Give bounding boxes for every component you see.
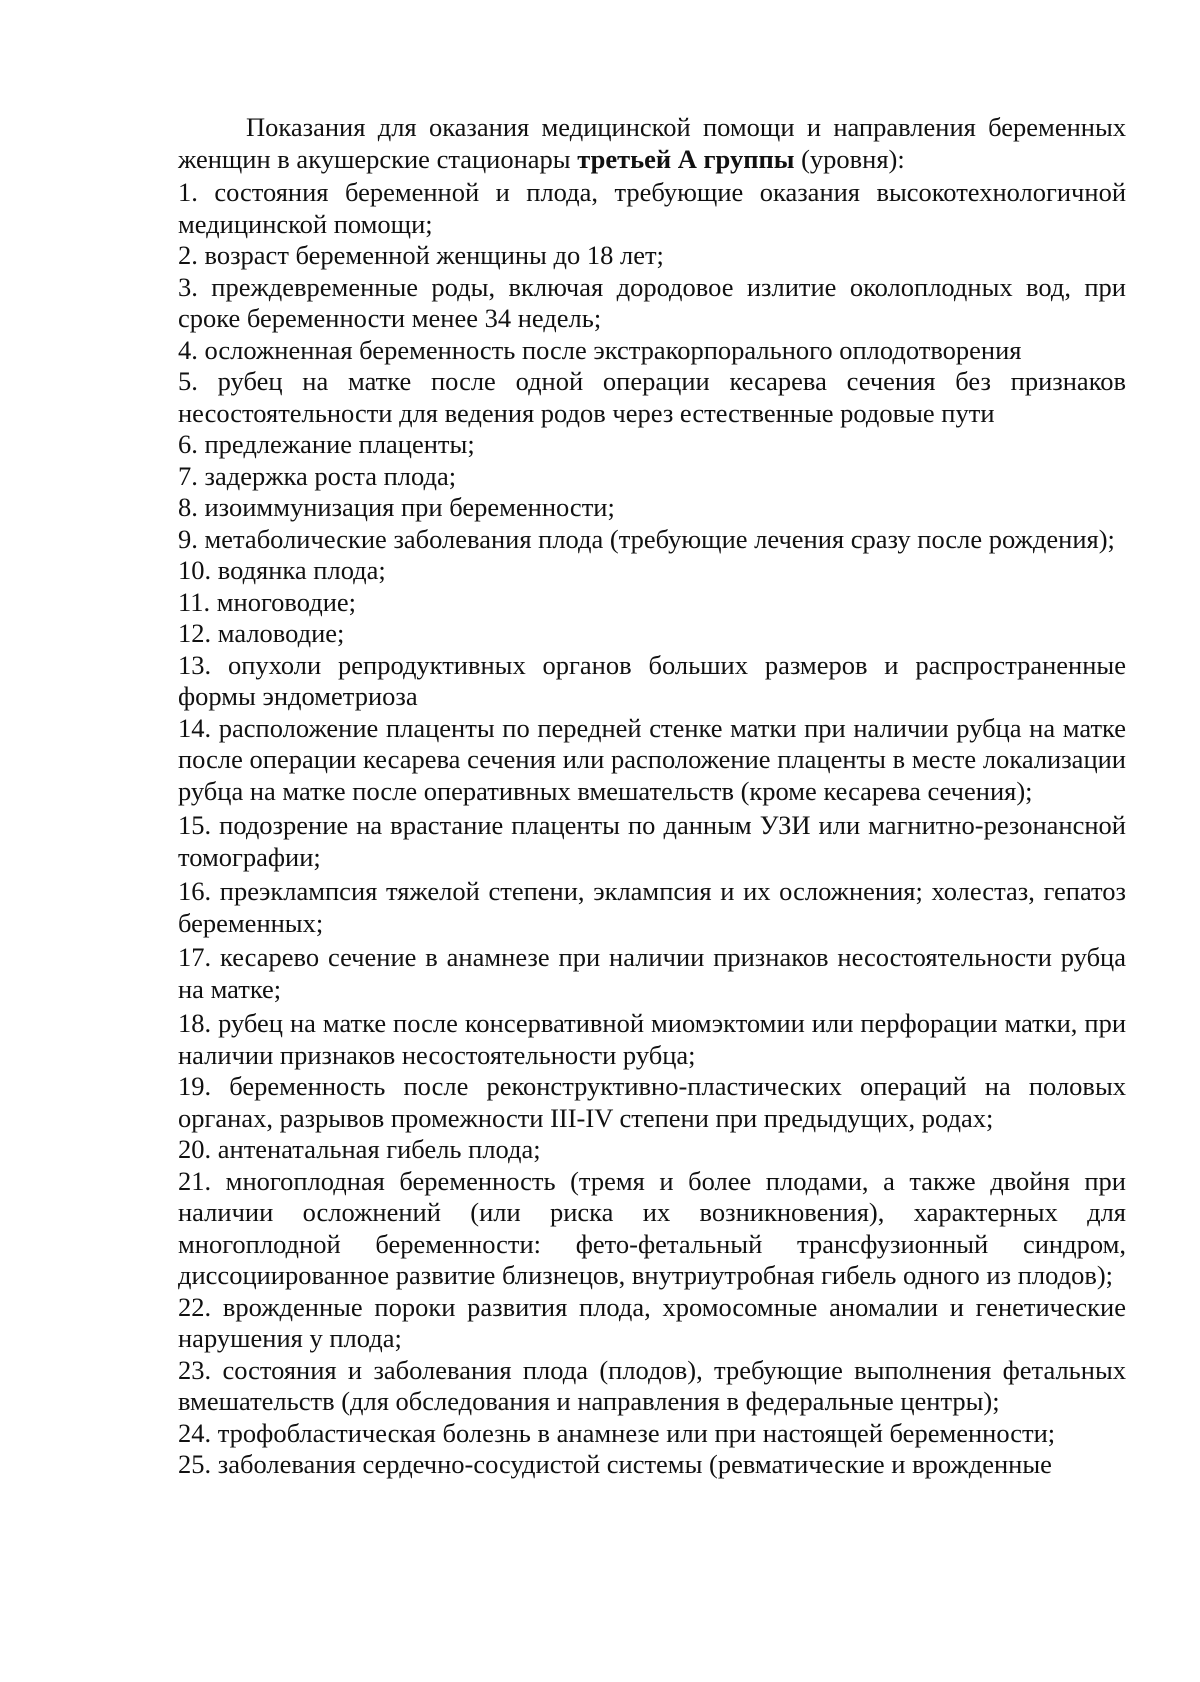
list-item: 25. заболевания сердечно-сосудистой системы (ревматические и врожденные — [178, 1449, 1052, 1479]
list-item: 6. предлежание плаценты; — [178, 429, 475, 459]
intro-text: Показания для оказания медицинской помощи и направления беременных женщин в акушерские стационары — [178, 112, 1126, 174]
list-item: 3. преждевременные роды, включая дородовое излитие околоплодных вод, при сроке беременности менее 34 недель; — [178, 271, 1126, 333]
list-item: 18. рубец на матке после консервативной миомэктомии или перфорации матки, при наличии признаков несостоятельности рубца; — [178, 1008, 1126, 1070]
list-item: 5. рубец на матке после одной операции кесарева сечения без признаков несостоятельности для ведения родов через естественные родовые пути — [178, 366, 1126, 428]
list-item: 17. кесарево сечение в анамнезе при наличии признаков несостоятельности рубца на матке; — [178, 942, 1126, 1004]
list-item: 10. водянка плода; — [178, 555, 386, 585]
list-item: 21. многоплодная беременность (тремя и более плодами, а также двойня при наличии осложнений (или риска их возникновения), характерных для многоплодной беременности: фето-фетальный трансфузионный синдром, диссоциированное развитие близнецов, внутриутробная гибель одного из плодов); — [178, 1165, 1126, 1290]
list-item: 23. состояния и заболевания плода (плодов), требующие выполнения фетальных вмешательств (для обследования и направления в федеральные центры); — [178, 1354, 1126, 1416]
list-item: 1. состояния беременной и плода, требующие оказания высокотехнологичной медицинской помощи; — [178, 177, 1126, 239]
list-item: 12. маловодие; — [178, 618, 345, 648]
intro-suffix: (уровня): — [794, 143, 905, 174]
intro-bold-group: третьей А группы — [577, 143, 795, 174]
document-page — [178, 112, 1126, 1481]
intro-paragraph — [178, 112, 1126, 175]
list-item: 14. расположение плаценты по передней стенке матки при наличии рубца на матке после операции кесарева сечения или расположение плаценты в месте локализации рубца на матке после оперативных вмешательств (кроме кесарева сечения); — [178, 712, 1126, 806]
list-item: 11. многоводие; — [178, 586, 357, 617]
list-item: 19. беременность после реконструктивно-пластических операций на половых органах, разрывов промежности III-IV степени при предыдущих, родах; — [178, 1071, 1126, 1133]
list-item: 8. изоиммунизация при беременности; — [178, 492, 615, 522]
list-item: 2. возраст беременной женщины до 18 лет; — [178, 240, 664, 270]
list-item: 22. врожденные пороки развития плода, хромосомные аномалии и генетические нарушения у плода; — [178, 1291, 1126, 1353]
list-item: 24. трофобластическая болезнь в анамнезе или при настоящей беременности; — [178, 1417, 1056, 1448]
list-item: 4. осложненная беременность после экстракорпорального оплодотворения — [178, 334, 1022, 365]
list-item: 13. опухоли репродуктивных органов больших размеров и распространенные формы эндометриоза — [178, 649, 1126, 711]
list-item: 16. преэклампсия тяжелой степени, эклампсия и их осложнения; холестаз, гепатоз беременных; — [178, 876, 1126, 938]
list-item: 9. метаболические заболевания плода (требующие лечения сразу после рождения); — [178, 523, 1115, 554]
list-item: 20. антенатальная гибель плода; — [178, 1134, 541, 1164]
list-item: 15. подозрение на врастание плаценты по данным УЗИ или магнитно-резонансной томографии; — [178, 810, 1126, 872]
list-item: 7. задержка роста плода; — [178, 460, 457, 491]
